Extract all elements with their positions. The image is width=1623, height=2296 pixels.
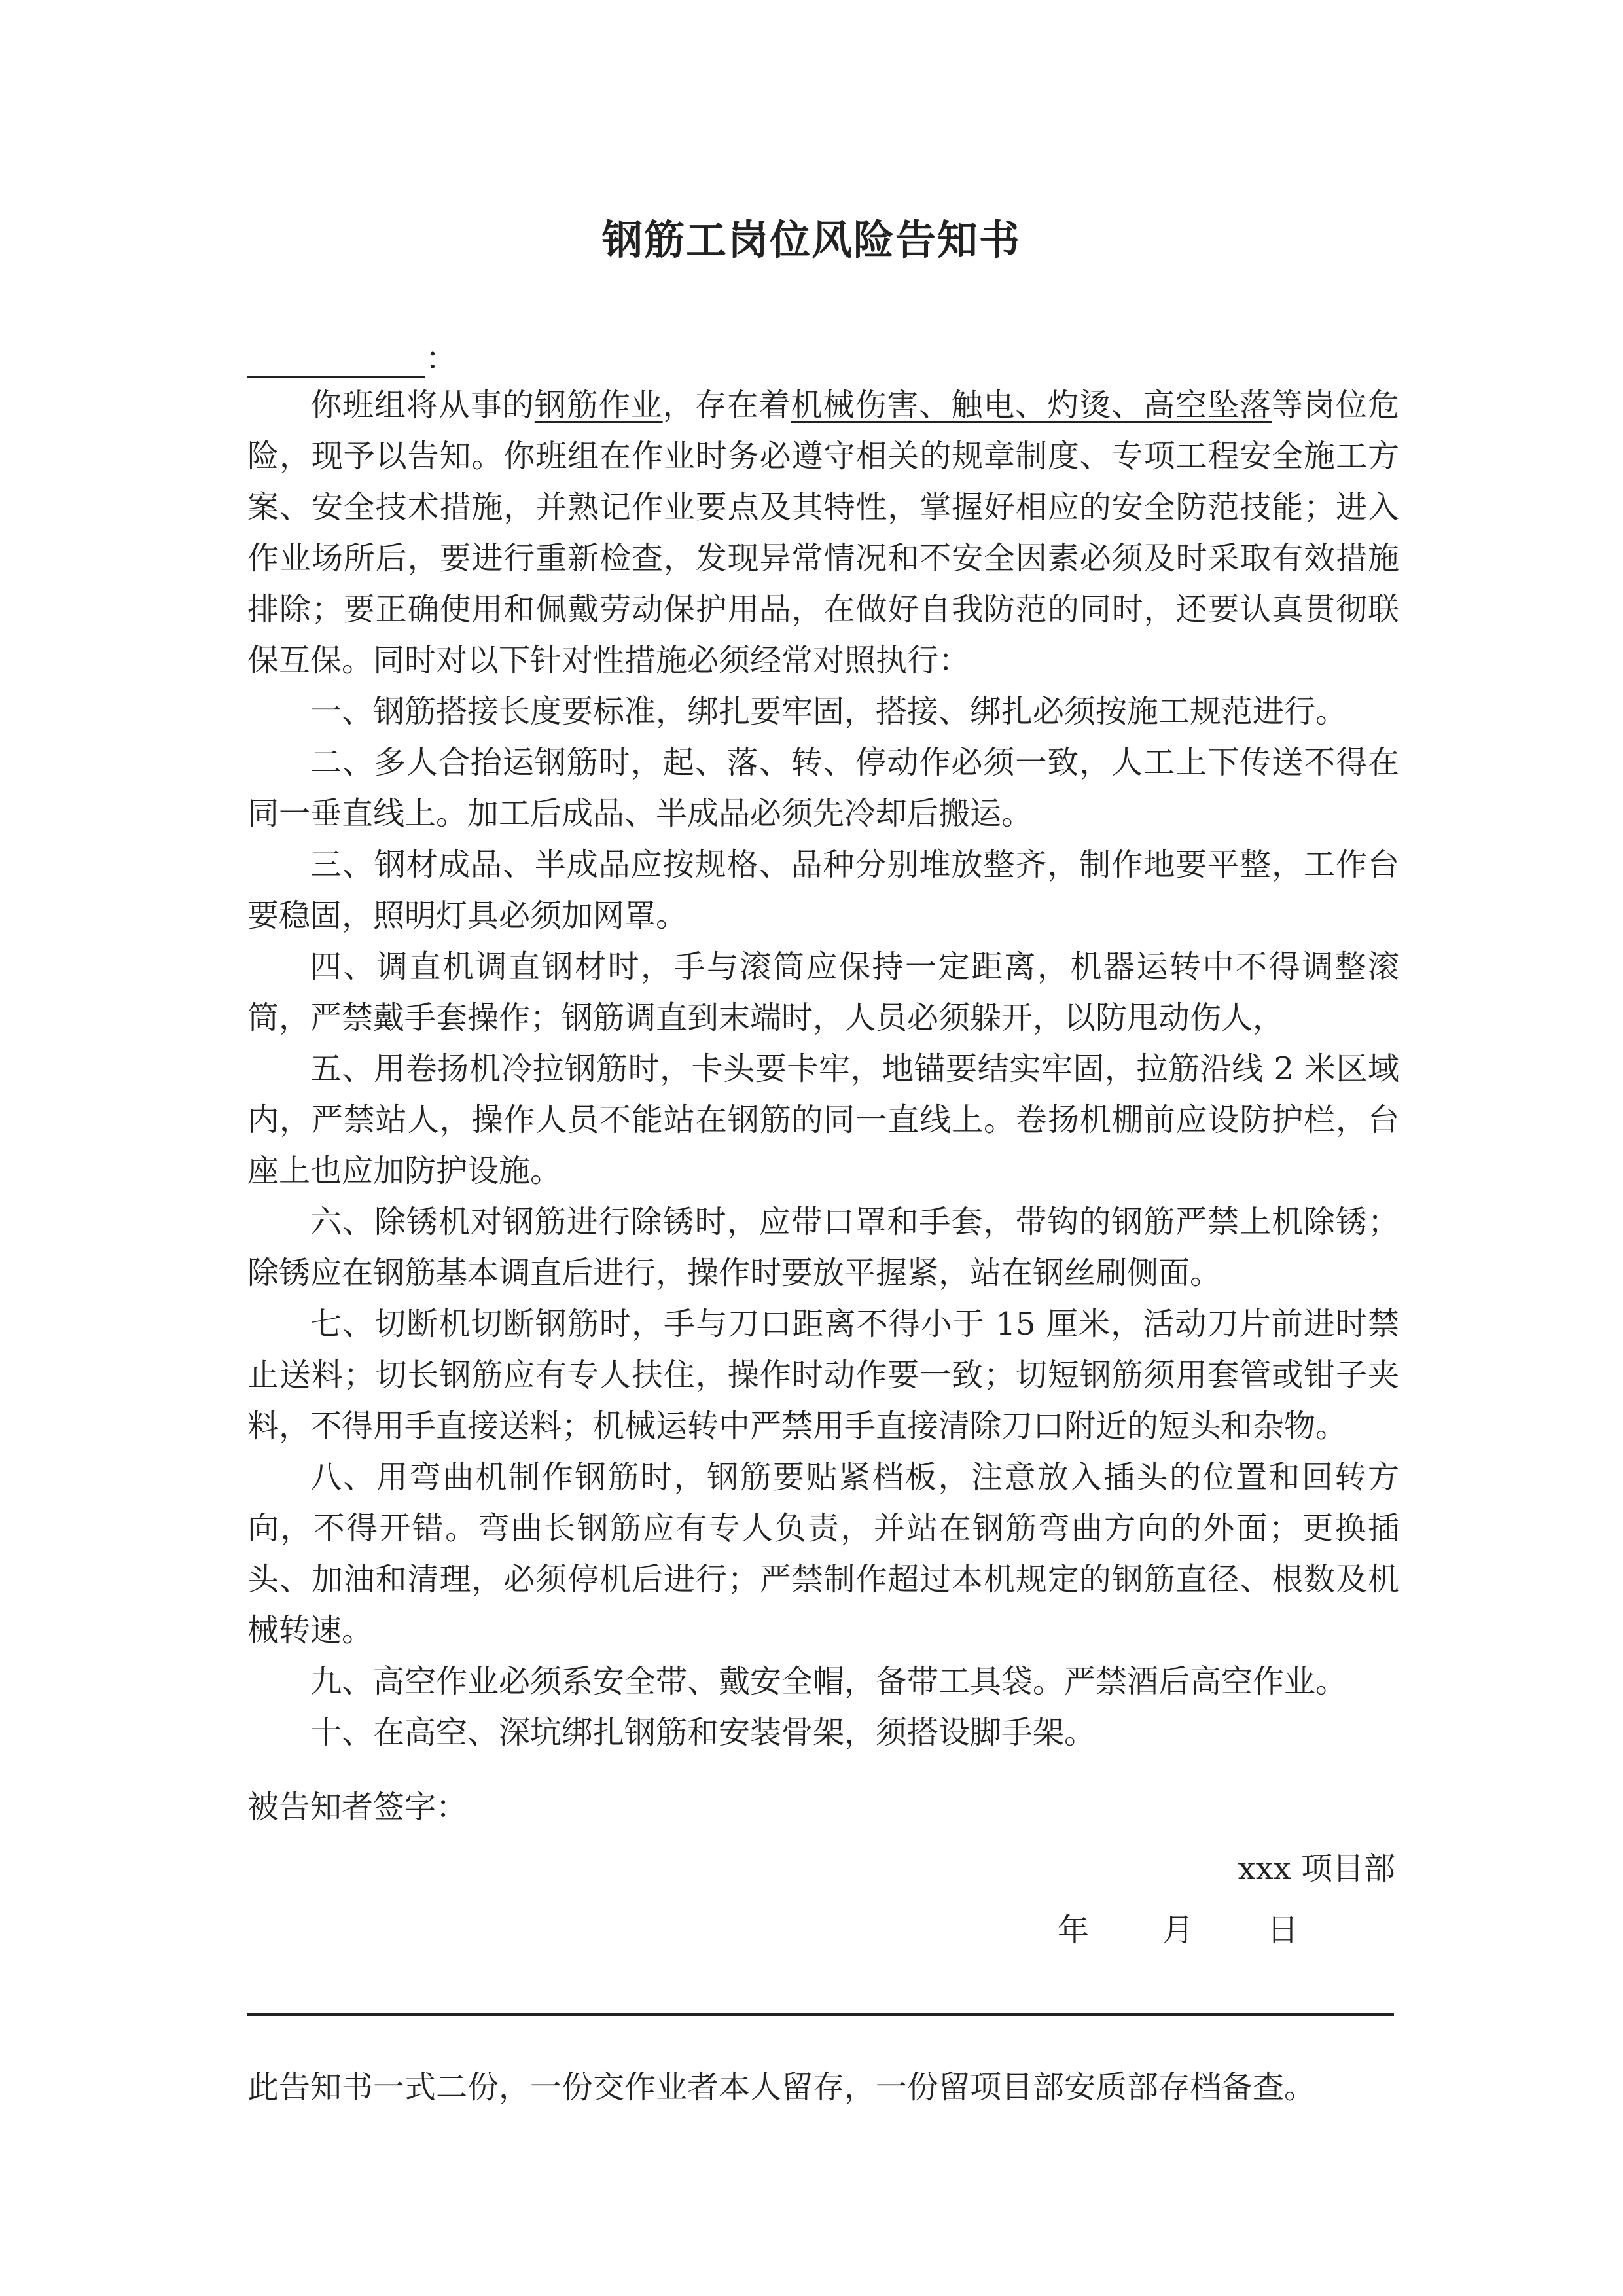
- measure-item: 四、调直机调直钢材时，手与滚筒应保持一定距离，机器运转中不得调整滚筒，严禁戴手套操作；钢筋调直到末端时，人员必须躲开，以防甩动伤人，: [247, 948, 1399, 1036]
- intro-paragraph: [247, 380, 1399, 686]
- date-year: 年: [1058, 1912, 1090, 1948]
- intro-text-1: 你班组将从事的: [310, 387, 535, 423]
- measure-item: 七、切断机切断钢筋时，手与刀口距离不得小于 15 厘米，活动刀片前进时禁止送料；切长钢筋应有专人扶住，操作时动作要一致；切短钢筋须用套管或钳子夹料，不得用手直接送料；机械运转中严禁用手直接清除刀口附近的短头和杂物。: [247, 1306, 1399, 1444]
- intro-text-3: 等岗位危险，现予以告知。你班组在作业时务必遵守相关的规章制度、专项工程安全施工方案、安全技术措施，并熟记作业要点及其特性，掌握好相应的安全防范技能；进入作业场所后，要进行重新检查，发现异常情况和不安全因素必须及时采取有效措施排除；要正确使用和佩戴劳动保护用品，在做好自我防范的同时，还要认真贯彻联保互保。同时对以下针对性措施必须经常对照执行：: [247, 387, 1399, 679]
- footnote: 此告知书一式二份，一份交作业者本人留存，一份留项目部安质部存档备查。: [247, 2069, 1316, 2106]
- measure-item: 八、用弯曲机制作钢筋时，钢筋要贴紧档板，注意放入插头的位置和回转方向，不得开错。弯曲长钢筋应有专人负责，并站在钢筋弯曲方向的外面；更换插头、加油和清理，必须停机后进行；严禁制作超过本机规定的钢筋直径、根数及机械转速。: [247, 1459, 1399, 1649]
- department-name: xxx 项目部: [1238, 1850, 1395, 1887]
- measure-item: 六、除锈机对钢筋进行除锈时，应带口罩和手套，带钩的钢筋严禁上机除锈；除锈应在钢筋基本调直后进行，操作时要放平握紧，站在钢丝刷侧面。: [247, 1204, 1399, 1291]
- date-month: 月: [1162, 1912, 1194, 1948]
- measure-item: 十、在高空、深坑绑扎钢筋和安装骨架，须搭设脚手架。: [310, 1714, 1096, 1751]
- document-body: [247, 380, 1399, 1758]
- divider-line: [247, 2013, 1394, 2016]
- hazard-list: 机械伤害、触电、灼烫、高空坠落: [791, 387, 1272, 423]
- document-title: 钢筋工岗位风险告知书: [601, 216, 1021, 264]
- signer-label: 被告知者签字：: [247, 1789, 468, 1825]
- intro-text-2: ，存在着: [662, 387, 791, 423]
- measure-item: 一、钢筋搭接长度要标准，绑扎要牢固，搭接、绑扎必须按施工规范进行。: [310, 693, 1347, 730]
- date-line: [1058, 1905, 1372, 1956]
- date-day: 日: [1267, 1912, 1299, 1948]
- salutation-line: [247, 339, 457, 378]
- measure-item: 二、多人合抬运钢筋时，起、落、转、停动作必须一致，人工上下传送不得在同一垂直线上。加工后成品、半成品必须先冷却后搬运。: [247, 744, 1399, 832]
- recipient-blank: [247, 346, 425, 378]
- measure-item: 三、钢材成品、半成品应按规格、品种分别堆放整齐，制作地要平整，工作台要稳固，照明灯具必须加网罩。: [247, 846, 1399, 934]
- measure-item: 五、用卷扬机冷拉钢筋时，卡头要卡牢，地锚要结实牢固，拉筋沿线 2 米区域内，严禁站人，操作人员不能站在钢筋的同一直线上。卷扬机棚前应设防护栏，台座上也应加防护设施。: [247, 1050, 1399, 1189]
- measure-item: 九、高空作业必须系安全带、戴安全帽，备带工具袋。严禁酒后高空作业。: [310, 1663, 1347, 1700]
- salutation-colon: ：: [425, 340, 457, 377]
- work-type: 钢筋作业: [534, 387, 663, 423]
